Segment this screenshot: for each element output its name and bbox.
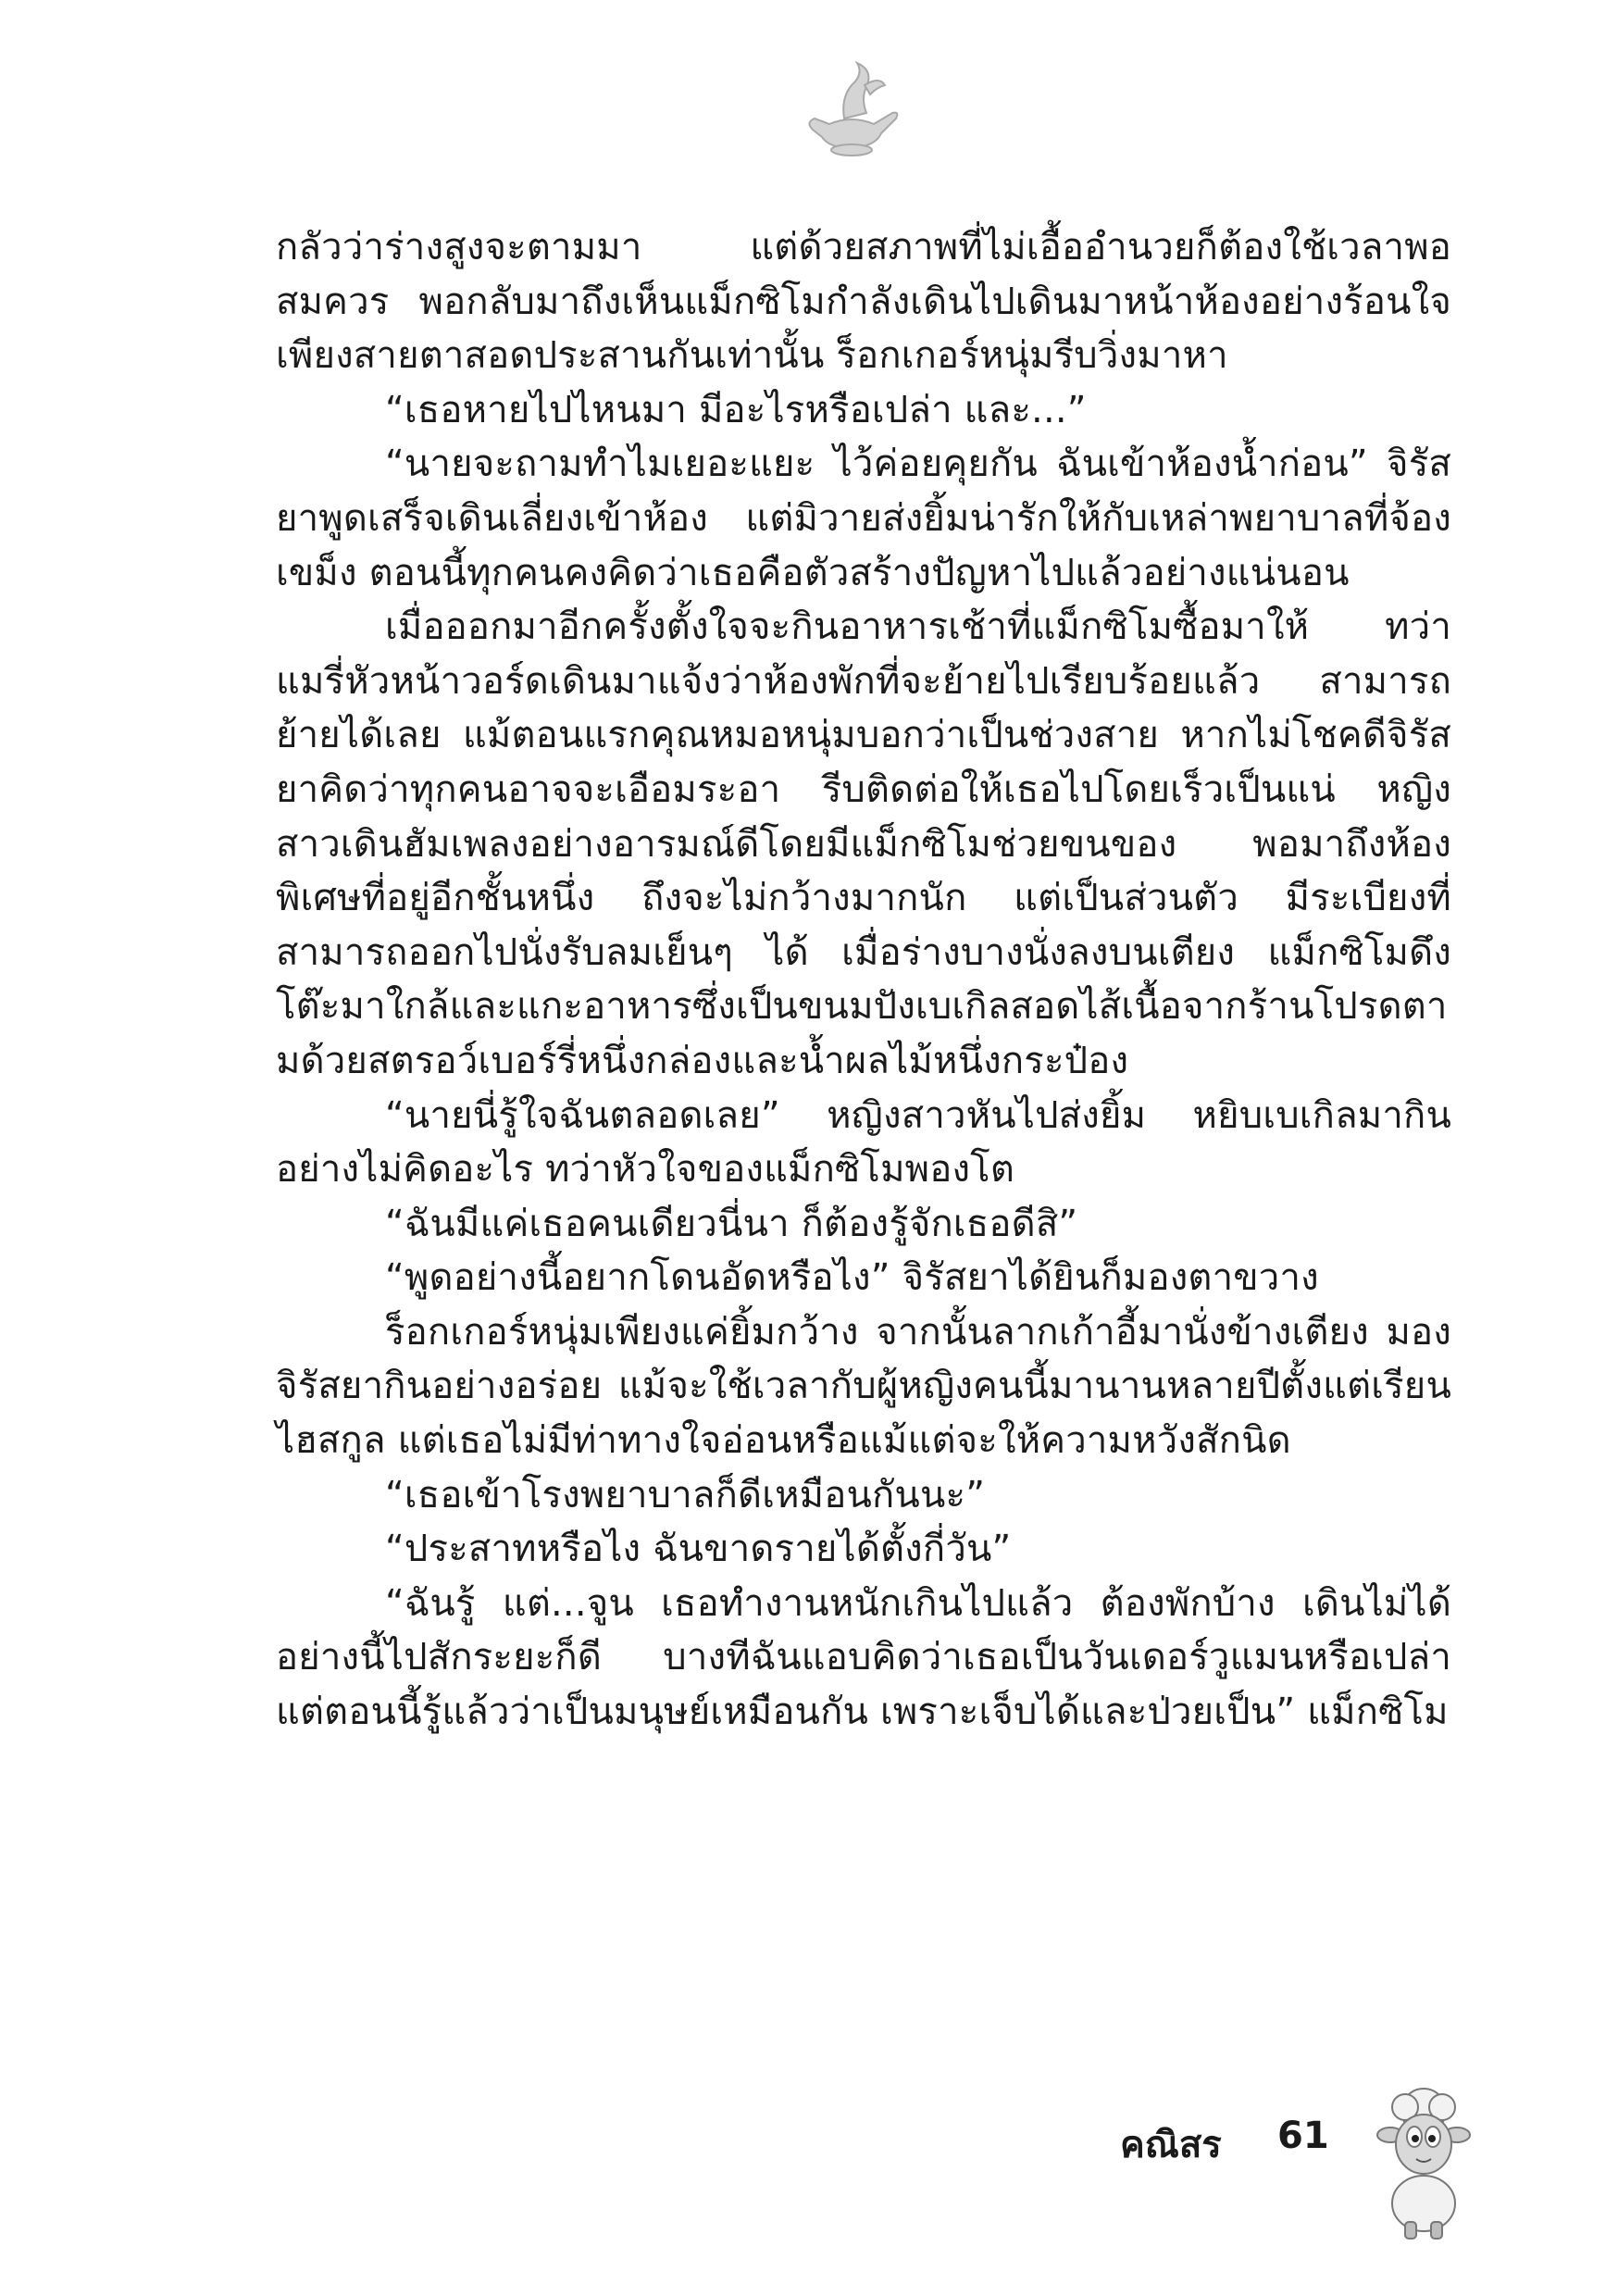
paragraph: “พูดอย่างนี้อยากโดนอัดหรือไง” จิรัสยาได้ยินก็มองตาขวาง — [385, 1256, 1319, 1300]
book-title: คณิสร — [1120, 2124, 1222, 2166]
paragraph: “เธอหายไปไหนมา มีอะไรหรือเปล่า และ...” — [385, 388, 1087, 431]
paragraph: “เธอเข้าโรงพยาบาลก็ดีเหมือนกันนะ” — [385, 1473, 986, 1516]
sheep-mascot-icon — [1368, 2083, 1479, 2240]
story-text — [276, 220, 1451, 1740]
paragraph: ร็อกเกอร์หนุ่มเพียงแค่ยิ้มกว้าง จากนั้นลากเก้าอี้มานั่งข้างเตียง มองจิรัสยากินอย่างอร่อย แม้จะใช้เวลากับผู้หญิงคนนี้มานานหลายปีตั้งแต่เรียนไฮสกูล แต่เธอไม่มีท่าทางใจอ่อนหรือแม้แต่จะให้ความหวังสักนิด — [276, 1310, 1451, 1463]
paragraph: “ประสาทหรือไง ฉันขาดรายได้ตั้งกี่วัน” — [385, 1528, 1012, 1571]
paragraph: “ฉันรู้ แต่...จูน เธอทำงานหนักเกินไปแล้ว ต้องพักบ้าง เดินไม่ได้อย่างนี้ไปสักระยะก็ดี บางทีฉันแอบคิดว่าเธอเป็นวันเดอร์วูแมนหรือเปล่า แต่ตอนนี้รู้แล้วว่าเป็นมนุษย์เหมือนกัน เพราะเจ็บได้และป่วยเป็น” แม็กซิโม — [276, 1581, 1451, 1734]
page-number: 61 — [1277, 2115, 1329, 2157]
paragraph: “นายนี่รู้ใจฉันตลอดเลย” หญิงสาวหันไปส่งยิ้ม หยิบเบเกิลมากินอย่างไม่คิดอะไร ทว่าหัวใจของแม็กซิโมพองโต — [276, 1093, 1451, 1192]
paragraph: “ฉันมีแค่เธอคนเดียวนี่นา ก็ต้องรู้จักเธอดีสิ” — [385, 1202, 1078, 1245]
paragraph: กลัวว่าร่างสูงจะตามมา แต่ด้วยสภาพที่ไม่เอื้ออำนวยก็ต้องใช้เวลาพอสมควร พอกลับมาถึงเห็นแม็กซิโมกำลังเดินไปเดินมาหน้าห้องอย่างร้อนใจ เพียงสายตาสอดประสานกันเท่านั้น ร็อกเกอร์หนุ่มรีบวิ่งมาหา — [276, 226, 1451, 378]
paragraph: “นายจะถามทำไมเยอะแยะ ไว้ค่อยคุยกัน ฉันเข้าห้องน้ำก่อน” จิรัสยาพูดเสร็จเดินเลี่ยงเข้าห้อง แต่มิวายส่งยิ้มน่ารักให้กับเหล่าพยาบาลที่จ้องเขม็ง ตอนนี้ทุกคนคงคิดว่าเธอคือตัวสร้างปัญหาไปแล้วอย่างแน่นอน — [276, 443, 1451, 594]
paragraph: เมื่อออกมาอีกครั้งตั้งใจจะกินอาหารเช้าที่แม็กซิโมซื้อมาให้ ทว่าแมรี่หัวหน้าวอร์ดเดินมาแจ้งว่าห้องพักที่จะย้ายไปเรียบร้อยแล้ว สามารถย้ายได้เลย แม้ตอนแรกคุณหมอหนุ่มบอกว่าเป็นช่วงสาย หากไม่โชคดีจิรัสยาคิดว่าทุกคนอาจจะเอือมระอา รีบติดต่อให้เธอไปโดยเร็วเป็นแน่ หญิงสาวเดินฮัมเพลงอย่างอารมณ์ดีโดยมีแม็กซิโมช่วยขนของ พอมาถึงห้องพิเศษที่อยู่อีกชั้นหนึ่ง ถึงจะไม่กว้างมากนัก แต่เป็นส่วนตัว มีระเบียงที่สามารถออกไปนั่งรับลมเย็นๆ ได้ เมื่อร่างบางนั่งลงบนเตียง แม็กซิโมดึงโต๊ะมาใกล้และแกะอาหารซึ่งเป็นขนมปังเบเกิลสอดไส้เนื้อจากร้านโปรดตามด้วยสตรอว์เบอร์รี่หนึ่งกล่องและน้ำผลไม้หนึ่งกระป๋อง — [276, 605, 1451, 1082]
page-footer — [1120, 2083, 1583, 2250]
genie-lamp-icon — [796, 57, 907, 159]
